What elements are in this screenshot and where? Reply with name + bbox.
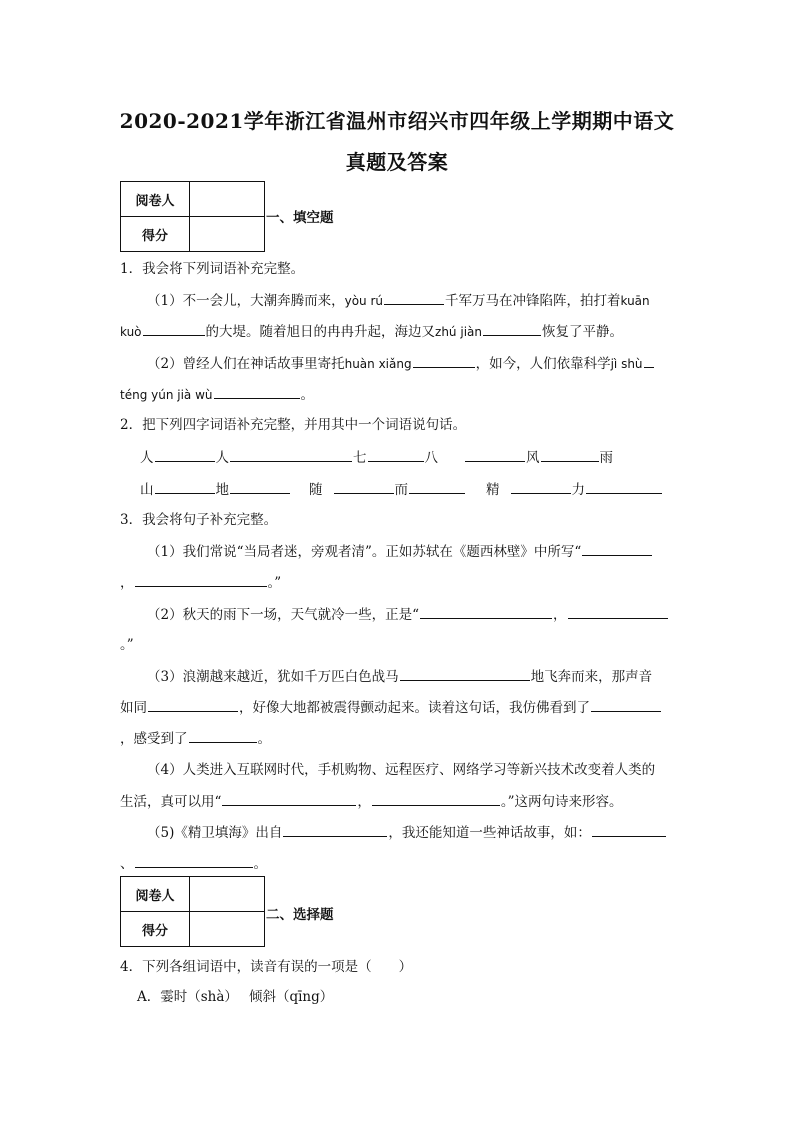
q1-pinyin: huàn xiǎng: [344, 357, 412, 371]
q1-line3: [147, 353, 655, 374]
q1-text: 的大堤。随着旭日的冉冉升起，海边又: [205, 324, 436, 340]
q1-text: （2）曾经人们在神话故事里寄托: [147, 356, 345, 372]
q1-line4: [120, 384, 314, 405]
idiom-char: 雨: [599, 450, 613, 466]
q4-option-a[interactable]: A．霎时（shà） 倾斜（qīng）: [137, 989, 334, 1005]
q1-text: ，如今，人们依靠科学: [475, 356, 611, 372]
document-title-line2: 真题及答案: [345, 150, 449, 174]
idiom-char: 而: [394, 482, 408, 498]
q3-text: 、: [120, 856, 134, 872]
answer-blank[interactable]: [214, 384, 300, 399]
score-label: 得分: [121, 217, 190, 252]
answer-blank[interactable]: [592, 822, 666, 837]
q3-text: （1）我们常说“当局者迷，旁观者清”。正如苏轼在《题西林壁》中所写“: [147, 544, 582, 560]
q1-pinyin: kuān: [620, 294, 650, 308]
idiom-char: 精: [486, 482, 500, 498]
q1-pinyin: jì shù: [610, 357, 643, 371]
score-blank[interactable]: [190, 912, 265, 947]
answer-blank[interactable]: [222, 791, 356, 806]
q3-2-line1: [147, 604, 669, 625]
section-title-fill: 一、填空题: [266, 210, 334, 226]
q4-stem: 4．下列各组词语中，读音有误的一项是（ ）: [120, 959, 413, 975]
idiom-char: 力: [571, 482, 585, 498]
q1-text: （1）不一会儿，大潮奔腾而来，: [147, 293, 345, 309]
q1-pinyin: yòu rú: [344, 294, 383, 308]
section-title-choice: 二、选择题: [266, 907, 334, 923]
q1-pinyin: téng yún jià wù: [120, 388, 213, 402]
answer-blank[interactable]: [541, 447, 599, 462]
answer-blank[interactable]: [334, 479, 394, 494]
q3-2-line2: 。”: [120, 637, 134, 653]
q1-stem: 1．我会将下列词语补充完整。: [120, 261, 305, 277]
idiom-char: 随: [309, 482, 323, 498]
q3-stem: 3．我会将句子补充完整。: [120, 512, 278, 528]
q2-row1: [140, 447, 613, 468]
q3-text: 如同: [120, 700, 147, 716]
answer-blank[interactable]: [384, 290, 444, 305]
answer-blank[interactable]: [143, 321, 205, 336]
q1-text: 恢复了平静。: [541, 324, 623, 340]
answer-blank[interactable]: [230, 479, 290, 494]
answer-blank[interactable]: [483, 321, 541, 336]
idiom-char: 山: [140, 482, 154, 498]
reviewer-blank[interactable]: [190, 877, 265, 912]
q3-text: ，: [553, 607, 567, 623]
answer-blank[interactable]: [465, 447, 525, 462]
answer-blank[interactable]: [189, 728, 257, 743]
idiom-char: 人: [140, 450, 154, 466]
q3-3-line2: [120, 697, 662, 718]
score-box-2: [120, 876, 265, 947]
q3-text: （5)《精卫填海》出自: [147, 825, 283, 841]
q2-stem: 2．把下列四字词语补充完整，并用其中一个词语说句话。: [120, 417, 467, 433]
reviewer-label: 阅卷人: [121, 182, 190, 217]
answer-blank[interactable]: [368, 447, 424, 462]
q3-text: （3）浪潮越来越近，犹如千万匹白色战马: [147, 669, 399, 685]
idiom-char: 地: [215, 482, 229, 498]
score-label: 得分: [121, 912, 190, 947]
q3-5-line1: [147, 822, 667, 843]
q1-pinyin: zhú jiàn: [435, 325, 482, 339]
answer-blank[interactable]: [586, 479, 662, 494]
q3-text: 。”这两句诗来形容。: [500, 794, 623, 810]
q3-text: ，: [357, 794, 371, 810]
answer-blank[interactable]: [409, 479, 465, 494]
answer-blank[interactable]: [420, 604, 552, 619]
answer-blank[interactable]: [413, 353, 475, 368]
score-box-1: [120, 181, 265, 252]
q3-text: ，: [120, 575, 134, 591]
q3-4-line1: （4）人类进入互联网时代，手机购物、远程医疗、网络学习等新兴技术改变着人类的: [147, 762, 656, 778]
q3-3-line3: [120, 728, 271, 749]
score-blank[interactable]: [190, 217, 265, 252]
q3-text: 。: [253, 856, 267, 872]
q3-1-line2: [120, 572, 281, 593]
q3-4-line2: [120, 791, 623, 812]
idiom-char: 人: [215, 450, 229, 466]
answer-blank[interactable]: [155, 479, 215, 494]
answer-blank[interactable]: [582, 541, 652, 556]
q1-line2: [120, 321, 623, 342]
q1-text: 千军万马在冲锋陷阵，拍打着: [445, 293, 621, 309]
answer-blank[interactable]: [283, 822, 387, 837]
q1-line1: [147, 290, 650, 311]
idiom-char: 七: [353, 450, 367, 466]
q3-1-line1: [147, 541, 653, 562]
answer-blank[interactable]: [644, 353, 654, 368]
q3-text: 地飞奔而来，那声音: [530, 669, 653, 685]
q2-row2: [140, 479, 663, 500]
q3-text: 。: [257, 731, 271, 747]
answer-blank[interactable]: [568, 604, 668, 619]
reviewer-blank[interactable]: [190, 182, 265, 217]
answer-blank[interactable]: [400, 666, 530, 681]
q1-text: 。: [300, 387, 315, 403]
q3-text: 。”: [267, 575, 282, 591]
answer-blank[interactable]: [148, 697, 238, 712]
idiom-char: 风: [526, 450, 540, 466]
q3-3-line1: [147, 666, 652, 687]
answer-blank[interactable]: [230, 447, 352, 462]
q3-text: ，感受到了: [120, 731, 188, 747]
answer-blank[interactable]: [135, 572, 267, 587]
q3-text: ，好像大地都被震得颤动起来。读着这句话，我仿佛看到了: [239, 700, 590, 716]
q3-text: 生活，真可以用“: [120, 794, 222, 810]
answer-blank[interactable]: [155, 447, 215, 462]
answer-blank[interactable]: [591, 697, 661, 712]
q1-pinyin: kuò: [120, 325, 142, 339]
q3-5-line2: [120, 853, 267, 874]
q3-text: （2）秋天的雨下一场，天气就冷一些，正是“: [147, 607, 419, 623]
answer-blank[interactable]: [372, 791, 500, 806]
reviewer-label: 阅卷人: [121, 877, 190, 912]
answer-blank[interactable]: [135, 853, 253, 868]
idiom-char: 八: [424, 450, 438, 466]
document-title-line1: 2020-2021学年浙江省温州市绍兴市四年级上学期期中语文: [119, 109, 675, 133]
q3-text: ，我还能知道一些神话故事，如：: [388, 825, 591, 841]
answer-blank[interactable]: [511, 479, 571, 494]
